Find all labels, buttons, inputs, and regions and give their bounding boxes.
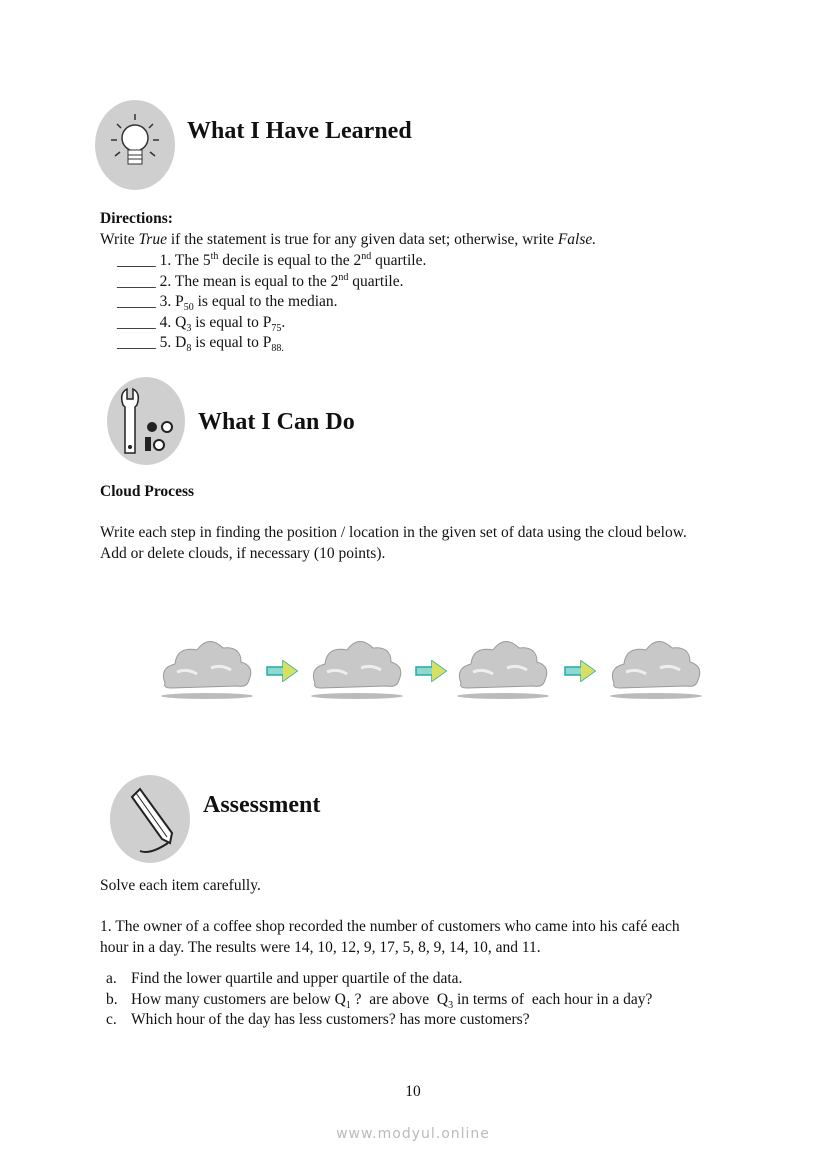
tools-icon xyxy=(107,377,185,465)
answer-blank[interactable]: _____ xyxy=(117,313,156,331)
list-item xyxy=(117,313,426,334)
cloud-step-2[interactable] xyxy=(307,628,407,704)
answer-blank[interactable]: _____ xyxy=(117,252,156,269)
t: 3 xyxy=(186,322,192,334)
answer-blank[interactable]: _____ xyxy=(117,272,156,290)
pencil-icon xyxy=(110,775,190,863)
question-1-line-1: 1. The owner of a coffee shop recorded the number of customers who came into his café each xyxy=(100,918,680,935)
t: quartile. xyxy=(348,272,404,290)
t: is equal to the median. xyxy=(193,293,338,311)
arrow-right-icon xyxy=(563,660,597,682)
t: ? are above Q xyxy=(350,990,449,1008)
t: 3. P xyxy=(159,293,184,311)
assessment-intro: Solve each item carefully. xyxy=(100,877,261,894)
list-item xyxy=(106,1010,652,1031)
list-item xyxy=(117,292,426,313)
cloud-step-1[interactable] xyxy=(157,628,257,704)
instruction-line-2: Add or delete clouds, if necessary (10 points). xyxy=(100,545,386,562)
t: 88. xyxy=(271,343,284,355)
t: 8 xyxy=(186,343,192,355)
directions-text xyxy=(100,230,596,251)
t: Find the lower quartile and upper quartile of the data. xyxy=(131,970,463,987)
list-item xyxy=(117,251,426,272)
answer-blank[interactable]: _____ xyxy=(117,293,156,311)
answer-blank[interactable]: _____ xyxy=(117,334,156,352)
list-item xyxy=(106,990,652,1011)
true-false-list xyxy=(117,251,426,354)
directions-label: Directions: xyxy=(100,210,173,227)
cloud-step-4[interactable] xyxy=(606,628,706,704)
t: 5. D xyxy=(159,334,187,352)
t: 75 xyxy=(271,322,282,334)
lightbulb-icon xyxy=(95,100,175,190)
section-title-what-i-can-do: What I Can Do xyxy=(198,409,355,435)
t: Which hour of the day has less customers? has more customers? xyxy=(131,1011,530,1029)
t: Write xyxy=(100,231,139,248)
t: nd xyxy=(338,271,349,283)
t: 1. The 5 xyxy=(159,252,211,269)
list-item xyxy=(117,272,426,293)
t: How many customers are below Q xyxy=(131,990,346,1008)
watermark: www.modyul.online xyxy=(336,1126,490,1142)
t: nd xyxy=(361,250,372,262)
question-1-line-2: hour in a day. The results were 14, 10, 12, 9, 17, 5, 8, 9, 14, 10, and 11. xyxy=(100,939,541,956)
t: if the statement is true for any given data set; otherwise, write xyxy=(166,231,558,248)
section-title-what-i-have-learned: What I Have Learned xyxy=(187,118,412,144)
t: is equal to P xyxy=(191,313,272,331)
cloud-step-3[interactable] xyxy=(453,628,553,704)
page-number: 10 xyxy=(405,1083,421,1100)
t: 50 xyxy=(183,302,194,314)
t: b. xyxy=(106,990,118,1008)
t: True xyxy=(138,231,167,248)
t: c. xyxy=(106,1011,117,1029)
cloud-process-heading: Cloud Process xyxy=(100,483,195,500)
sub-questions xyxy=(106,969,652,1031)
t: 2. The mean is equal to the 2 xyxy=(159,272,339,290)
t: in terms of each hour in a day? xyxy=(453,990,653,1008)
t: is equal to P xyxy=(191,334,272,352)
t: 1 xyxy=(345,999,351,1011)
t: a. xyxy=(106,970,117,987)
t: False. xyxy=(557,231,597,248)
arrow-right-icon xyxy=(414,660,448,682)
instruction-line-1: Write each step in finding the position / location in the given set of data using the cloud below. xyxy=(100,524,687,541)
t: 4. Q xyxy=(159,313,187,331)
t: . xyxy=(281,313,286,331)
t: 3 xyxy=(448,999,454,1011)
t: th xyxy=(210,250,219,262)
list-item xyxy=(117,333,426,354)
t: quartile. xyxy=(371,252,427,269)
section-title-assessment: Assessment xyxy=(203,792,321,818)
t: decile is equal to the 2 xyxy=(218,252,362,269)
list-item xyxy=(106,969,652,990)
arrow-right-icon xyxy=(265,660,299,682)
